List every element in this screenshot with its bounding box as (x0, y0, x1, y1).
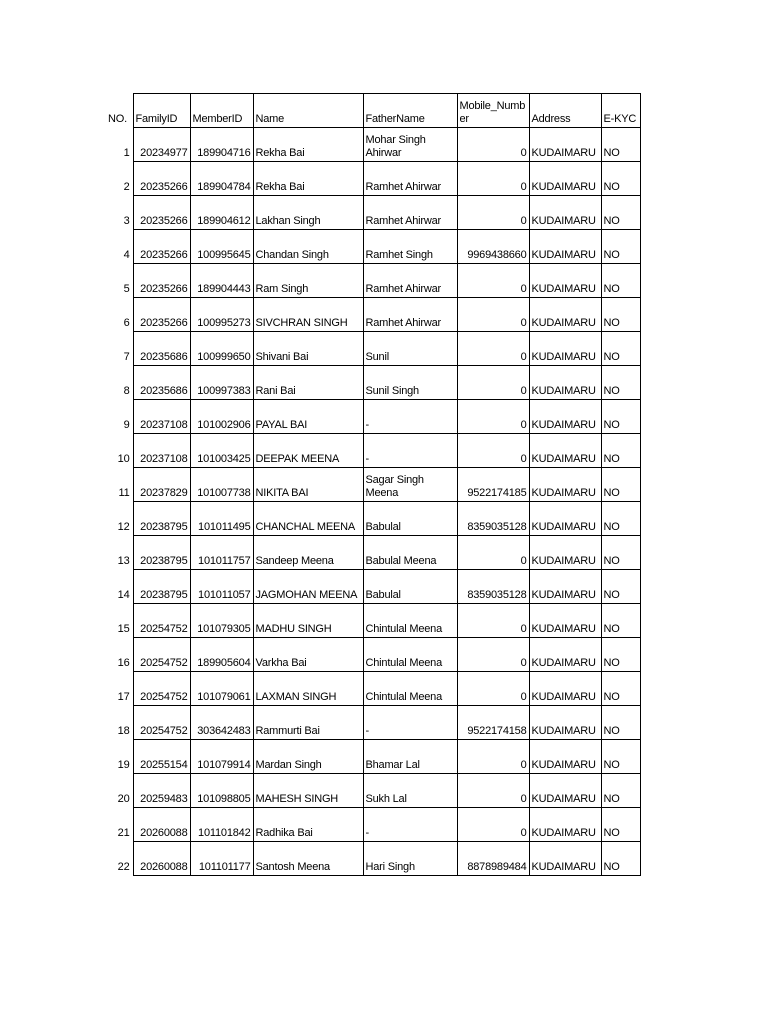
cell-father-name: Bhamar Lal (363, 740, 457, 774)
cell-no: 14 (104, 570, 133, 604)
cell-mobile: 0 (457, 128, 529, 162)
cell-family-id: 20235686 (133, 332, 190, 366)
cell-no: 12 (104, 502, 133, 536)
table-row (104, 604, 640, 638)
cell-mobile: 0 (457, 332, 529, 366)
cell-member-id: 189904443 (190, 264, 253, 298)
cell-family-id: 20238795 (133, 570, 190, 604)
table-row (104, 298, 640, 332)
cell-member-id: 101011057 (190, 570, 253, 604)
cell-mobile: 0 (457, 740, 529, 774)
cell-member-id: 101079305 (190, 604, 253, 638)
cell-no: 18 (104, 706, 133, 740)
cell-name: JAGMOHAN MEENA (253, 570, 363, 604)
cell-ekyc: NO (601, 264, 640, 298)
cell-address: KUDAIMARU (529, 842, 601, 876)
cell-name: Sandeep Meena (253, 536, 363, 570)
cell-no: 16 (104, 638, 133, 672)
cell-mobile: 0 (457, 434, 529, 468)
cell-name: Shivani Bai (253, 332, 363, 366)
cell-mobile: 0 (457, 536, 529, 570)
cell-mobile: 0 (457, 366, 529, 400)
cell-ekyc: NO (601, 706, 640, 740)
cell-ekyc: NO (601, 400, 640, 434)
cell-member-id: 101101842 (190, 808, 253, 842)
cell-father-name: Babulal (363, 570, 457, 604)
table-row (104, 434, 640, 468)
cell-family-id: 20235266 (133, 162, 190, 196)
cell-ekyc: NO (601, 842, 640, 876)
cell-name: Rammurti Bai (253, 706, 363, 740)
cell-address: KUDAIMARU (529, 604, 601, 638)
cell-father-name: Babulal (363, 502, 457, 536)
cell-name: Mardan Singh (253, 740, 363, 774)
cell-mobile: 8359035128 (457, 502, 529, 536)
table-row (104, 468, 640, 502)
cell-no: 6 (104, 298, 133, 332)
cell-name: Chandan Singh (253, 230, 363, 264)
cell-no: 20 (104, 774, 133, 808)
cell-ekyc: NO (601, 128, 640, 162)
cell-mobile: 9969438660 (457, 230, 529, 264)
cell-member-id: 100995273 (190, 298, 253, 332)
table-row (104, 230, 640, 264)
cell-family-id: 20255154 (133, 740, 190, 774)
cell-father-name: - (363, 706, 457, 740)
table-row (104, 536, 640, 570)
header-address: Address (529, 94, 601, 128)
cell-member-id: 189904612 (190, 196, 253, 230)
cell-address: KUDAIMARU (529, 298, 601, 332)
cell-name: Rani Bai (253, 366, 363, 400)
table-row (104, 196, 640, 230)
cell-mobile: 0 (457, 672, 529, 706)
cell-father-name: Sukh Lal (363, 774, 457, 808)
cell-member-id: 303642483 (190, 706, 253, 740)
cell-mobile: 0 (457, 298, 529, 332)
table-row (104, 638, 640, 672)
table-row (104, 502, 640, 536)
cell-father-name: Babulal Meena (363, 536, 457, 570)
cell-father-name: - (363, 808, 457, 842)
cell-address: KUDAIMARU (529, 400, 601, 434)
cell-address: KUDAIMARU (529, 196, 601, 230)
cell-mobile: 0 (457, 808, 529, 842)
cell-father-name: Chintulal Meena (363, 638, 457, 672)
cell-member-id: 101011495 (190, 502, 253, 536)
header-family-id: FamilyID (133, 94, 190, 128)
cell-family-id: 20234977 (133, 128, 190, 162)
cell-no: 19 (104, 740, 133, 774)
cell-mobile: 8359035128 (457, 570, 529, 604)
cell-no: 21 (104, 808, 133, 842)
cell-no: 11 (104, 468, 133, 502)
cell-family-id: 20260088 (133, 842, 190, 876)
cell-family-id: 20237108 (133, 400, 190, 434)
cell-ekyc: NO (601, 638, 640, 672)
table-row (104, 842, 640, 876)
cell-no: 8 (104, 366, 133, 400)
cell-member-id: 101002906 (190, 400, 253, 434)
cell-address: KUDAIMARU (529, 536, 601, 570)
cell-father-name: Sunil (363, 332, 457, 366)
cell-ekyc: NO (601, 162, 640, 196)
cell-address: KUDAIMARU (529, 638, 601, 672)
cell-name: Santosh Meena (253, 842, 363, 876)
cell-address: KUDAIMARU (529, 366, 601, 400)
cell-father-name: Ramhet Ahirwar (363, 196, 457, 230)
cell-name: Lakhan Singh (253, 196, 363, 230)
cell-member-id: 189905604 (190, 638, 253, 672)
cell-name: Ram Singh (253, 264, 363, 298)
cell-address: KUDAIMARU (529, 570, 601, 604)
table-row (104, 162, 640, 196)
cell-name: LAXMAN SINGH (253, 672, 363, 706)
cell-mobile: 9522174185 (457, 468, 529, 502)
cell-member-id: 101079914 (190, 740, 253, 774)
cell-ekyc: NO (601, 570, 640, 604)
cell-member-id: 101003425 (190, 434, 253, 468)
table-row (104, 366, 640, 400)
cell-no: 9 (104, 400, 133, 434)
cell-member-id: 101011757 (190, 536, 253, 570)
cell-ekyc: NO (601, 468, 640, 502)
cell-no: 3 (104, 196, 133, 230)
cell-name: Rekha Bai (253, 128, 363, 162)
cell-address: KUDAIMARU (529, 808, 601, 842)
cell-family-id: 20235266 (133, 264, 190, 298)
cell-no: 7 (104, 332, 133, 366)
cell-no: 2 (104, 162, 133, 196)
cell-name: SIVCHRAN SINGH (253, 298, 363, 332)
cell-father-name: Sunil Singh (363, 366, 457, 400)
table-row (104, 264, 640, 298)
table-row (104, 808, 640, 842)
cell-mobile: 0 (457, 162, 529, 196)
cell-family-id: 20237829 (133, 468, 190, 502)
header-no: NO. (104, 94, 133, 128)
cell-address: KUDAIMARU (529, 502, 601, 536)
cell-member-id: 189904784 (190, 162, 253, 196)
table-row (104, 128, 640, 162)
cell-ekyc: NO (601, 366, 640, 400)
cell-mobile: 0 (457, 264, 529, 298)
cell-father-name: Ramhet Ahirwar (363, 298, 457, 332)
cell-mobile: 8878989484 (457, 842, 529, 876)
cell-family-id: 20254752 (133, 672, 190, 706)
table-row (104, 706, 640, 740)
cell-name: PAYAL BAI (253, 400, 363, 434)
cell-no: 22 (104, 842, 133, 876)
cell-family-id: 20254752 (133, 604, 190, 638)
header-father-name: FatherName (363, 94, 457, 128)
header-ekyc: E-KYC (601, 94, 640, 128)
cell-mobile: 0 (457, 604, 529, 638)
cell-member-id: 101098805 (190, 774, 253, 808)
cell-name: DEEPAK MEENA (253, 434, 363, 468)
cell-family-id: 20254752 (133, 706, 190, 740)
cell-ekyc: NO (601, 536, 640, 570)
cell-address: KUDAIMARU (529, 468, 601, 502)
cell-mobile: 0 (457, 774, 529, 808)
cell-father-name: - (363, 434, 457, 468)
cell-address: KUDAIMARU (529, 740, 601, 774)
cell-no: 15 (104, 604, 133, 638)
cell-ekyc: NO (601, 502, 640, 536)
cell-ekyc: NO (601, 196, 640, 230)
table-row (104, 400, 640, 434)
cell-no: 13 (104, 536, 133, 570)
table-header-row (104, 94, 640, 128)
cell-address: KUDAIMARU (529, 706, 601, 740)
cell-address: KUDAIMARU (529, 672, 601, 706)
table-row (104, 740, 640, 774)
cell-member-id: 189904716 (190, 128, 253, 162)
cell-father-name: Chintulal Meena (363, 604, 457, 638)
cell-family-id: 20235266 (133, 298, 190, 332)
cell-member-id: 101007738 (190, 468, 253, 502)
cell-name: MADHU SINGH (253, 604, 363, 638)
cell-father-name: - (363, 400, 457, 434)
cell-father-name: Ramhet Singh (363, 230, 457, 264)
cell-address: KUDAIMARU (529, 434, 601, 468)
cell-family-id: 20235266 (133, 196, 190, 230)
cell-father-name: Chintulal Meena (363, 672, 457, 706)
cell-ekyc: NO (601, 230, 640, 264)
cell-family-id: 20259483 (133, 774, 190, 808)
cell-member-id: 101101177 (190, 842, 253, 876)
cell-address: KUDAIMARU (529, 332, 601, 366)
cell-address: KUDAIMARU (529, 162, 601, 196)
cell-name: Radhika Bai (253, 808, 363, 842)
cell-family-id: 20260088 (133, 808, 190, 842)
table-body (104, 128, 640, 876)
cell-address: KUDAIMARU (529, 230, 601, 264)
cell-father-name: Sagar Singh Meena (363, 468, 457, 502)
cell-address: KUDAIMARU (529, 264, 601, 298)
cell-mobile: 9522174158 (457, 706, 529, 740)
header-member-id: MemberID (190, 94, 253, 128)
cell-name: CHANCHAL MEENA (253, 502, 363, 536)
table-row (104, 672, 640, 706)
cell-family-id: 20254752 (133, 638, 190, 672)
cell-name: Rekha Bai (253, 162, 363, 196)
header-name: Name (253, 94, 363, 128)
table-row (104, 332, 640, 366)
cell-family-id: 20238795 (133, 536, 190, 570)
cell-member-id: 101079061 (190, 672, 253, 706)
cell-family-id: 20237108 (133, 434, 190, 468)
cell-no: 5 (104, 264, 133, 298)
cell-mobile: 0 (457, 196, 529, 230)
cell-mobile: 0 (457, 400, 529, 434)
cell-father-name: Ramhet Ahirwar (363, 264, 457, 298)
cell-no: 17 (104, 672, 133, 706)
cell-no: 1 (104, 128, 133, 162)
cell-family-id: 20238795 (133, 502, 190, 536)
cell-ekyc: NO (601, 298, 640, 332)
cell-mobile: 0 (457, 638, 529, 672)
cell-father-name: Ramhet Ahirwar (363, 162, 457, 196)
header-mobile-number: Mobile_Number (457, 94, 529, 128)
cell-address: KUDAIMARU (529, 128, 601, 162)
cell-family-id: 20235686 (133, 366, 190, 400)
cell-no: 10 (104, 434, 133, 468)
beneficiary-table (104, 93, 641, 876)
cell-ekyc: NO (601, 740, 640, 774)
cell-name: MAHESH SINGH (253, 774, 363, 808)
cell-no: 4 (104, 230, 133, 264)
cell-member-id: 100995645 (190, 230, 253, 264)
cell-ekyc: NO (601, 672, 640, 706)
cell-address: KUDAIMARU (529, 774, 601, 808)
cell-ekyc: NO (601, 774, 640, 808)
cell-member-id: 100997383 (190, 366, 253, 400)
cell-ekyc: NO (601, 434, 640, 468)
cell-ekyc: NO (601, 808, 640, 842)
table-row (104, 774, 640, 808)
cell-name: Varkha Bai (253, 638, 363, 672)
cell-father-name: Hari Singh (363, 842, 457, 876)
table-row (104, 570, 640, 604)
cell-ekyc: NO (601, 332, 640, 366)
cell-father-name: Mohar Singh Ahirwar (363, 128, 457, 162)
cell-name: NIKITA BAI (253, 468, 363, 502)
cell-member-id: 100999650 (190, 332, 253, 366)
cell-ekyc: NO (601, 604, 640, 638)
cell-family-id: 20235266 (133, 230, 190, 264)
